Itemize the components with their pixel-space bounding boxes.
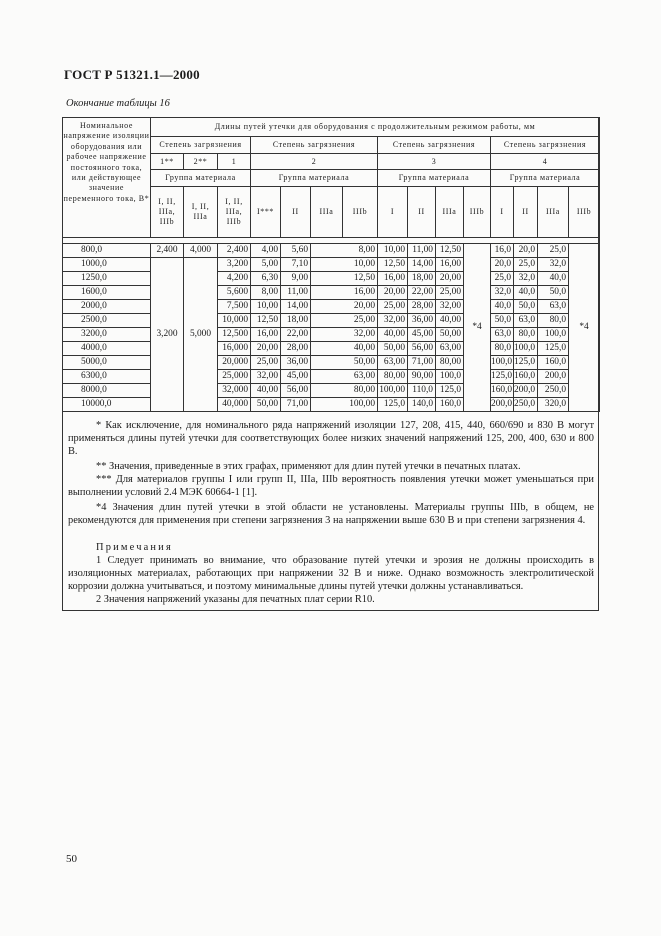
value-cell: 125,0: [436, 384, 464, 398]
value-cell: 63,0: [538, 300, 569, 314]
value-cell: 32,00: [311, 328, 378, 342]
value-cell: 250,0: [538, 384, 569, 398]
material-group-value: II: [408, 187, 436, 238]
value-cell: 32,00: [251, 370, 281, 384]
value-cell: 16,00: [436, 258, 464, 272]
value-cell: 56,00: [281, 384, 311, 398]
value-cell: 80,0: [491, 342, 514, 356]
value-cell: 100,00: [378, 384, 408, 398]
not-established-cell: *4: [464, 244, 491, 412]
value-cell: 10,000: [218, 314, 251, 328]
voltage-cell: 800,0: [63, 244, 151, 258]
value-cell: 50,0: [491, 314, 514, 328]
table-frame: [62, 117, 599, 611]
pollution-degree-value: 2: [251, 154, 378, 170]
value-cell: 18,00: [281, 314, 311, 328]
value-cell: 8,00: [251, 286, 281, 300]
value-cell: 40,00: [251, 384, 281, 398]
value-cell: 80,00: [436, 356, 464, 370]
value-cell: 10,00: [251, 300, 281, 314]
not-established-cell: *4: [569, 244, 600, 412]
value-cell: 7,10: [281, 258, 311, 272]
material-group-value: I, II, IIIa, IIIb: [151, 187, 184, 238]
value-cell: 56,00: [408, 342, 436, 356]
remark-1: 1 Следует принимать во внимание, что образование путей утечки и эрозия не должны происходить в изоляционных материалах, работающих при напряжении 32 В и ниже. Однако возможность электролитической коррозии должна учитываться, и поэтому минимальные длины путей утечки должны устанавливаться.: [68, 555, 594, 592]
value-cell: 20,00: [436, 272, 464, 286]
value-cell: 20,00: [311, 300, 378, 314]
value-cell: 14,00: [281, 300, 311, 314]
value-cell: 25,00: [311, 314, 378, 328]
voltage-cell: 3200,0: [63, 328, 151, 342]
value-cell: 36,00: [408, 314, 436, 328]
value-cell: 25,00: [436, 286, 464, 300]
value-cell: 16,000: [218, 342, 251, 356]
voltage-cell: 10000,0: [63, 398, 151, 412]
value-cell: 20,00: [251, 342, 281, 356]
value-cell: 200,0: [538, 370, 569, 384]
value-cell: 125,0: [538, 342, 569, 356]
value-cell: 5,60: [281, 244, 311, 258]
value-cell: 80,0: [538, 314, 569, 328]
value-cell: 12,50: [436, 244, 464, 258]
material-group-value: I***: [251, 187, 281, 238]
value-cell: 40,00: [311, 342, 378, 356]
value-cell: 160,0: [538, 356, 569, 370]
value-cell: 25,000: [218, 370, 251, 384]
value-cell: 16,00: [311, 286, 378, 300]
material-group-value: I, II, IIIa: [184, 187, 218, 238]
value-cell: 25,0: [538, 244, 569, 258]
material-group-value: I: [378, 187, 408, 238]
footnote-3: *** Для материалов группы I или групп II, IIIa, IIIb вероятность появления утечки может уменьшаться при выполнении условий 2.4 МЭК 60664-1 [1].: [68, 474, 594, 498]
value-cell: 40,000: [218, 398, 251, 412]
table-continuation-label: Окончание таблицы 16: [66, 98, 170, 109]
value-cell: 2,400: [218, 244, 251, 258]
value-cell: 100,00: [311, 398, 378, 412]
value-cell: 80,0: [514, 328, 538, 342]
value-cell: 125,0: [378, 398, 408, 412]
value-cell: 14,00: [408, 258, 436, 272]
voltage-cell: 1600,0: [63, 286, 151, 300]
value-cell: 250,0: [514, 398, 538, 412]
value-cell: 22,00: [408, 286, 436, 300]
voltage-column-header: Номинальное напряжение изоляции оборудования или рабочее напряжение постоянного тока, или действующее значение переменного тока, В*: [63, 118, 151, 238]
value-cell: 320,0: [538, 398, 569, 412]
value-cell: 110,0: [408, 384, 436, 398]
value-cell: 140,0: [408, 398, 436, 412]
pollution-degree-value: 2**: [184, 154, 218, 170]
value-cell: 11,00: [408, 244, 436, 258]
value-cell: 80,00: [378, 370, 408, 384]
value-cell: 4,000: [184, 244, 218, 258]
footnote-1: * Как исключение, для номинального ряда напряжений изоляции 127, 208, 415, 440, 660/690 и 830 В могут применяться длины путей утечки для соответствующих более низких значений напряжений 125, 200, 400, 630 и 800 В.: [68, 420, 594, 457]
value-cell: 40,0: [514, 286, 538, 300]
value-cell: 6,30: [251, 272, 281, 286]
value-cell: 40,0: [491, 300, 514, 314]
value-cell: 10,00: [311, 258, 378, 272]
value-cell: 63,0: [514, 314, 538, 328]
voltage-cell: 6300,0: [63, 370, 151, 384]
pollution-degree-header-2: Степень загрязнения: [251, 137, 378, 154]
voltage-cell: 8000,0: [63, 384, 151, 398]
merged-value-cell: 3,200: [151, 258, 184, 412]
value-cell: 10,00: [378, 244, 408, 258]
value-cell: 4,200: [218, 272, 251, 286]
value-cell: 200,0: [491, 398, 514, 412]
value-cell: 100,0: [491, 356, 514, 370]
pollution-degree-value: 4: [491, 154, 600, 170]
value-cell: 16,0: [491, 244, 514, 258]
remarks-title: Примечания: [96, 542, 173, 553]
value-cell: 100,0: [514, 342, 538, 356]
voltage-cell: 1250,0: [63, 272, 151, 286]
value-cell: 25,0: [514, 258, 538, 272]
value-cell: 5,600: [218, 286, 251, 300]
material-group-value: I: [491, 187, 514, 238]
value-cell: 12,50: [311, 272, 378, 286]
material-group-value: IIIa: [436, 187, 464, 238]
value-cell: 40,0: [538, 272, 569, 286]
pollution-degree-header-1: Степень загрязнения: [151, 137, 251, 154]
creepage-lengths-header: Длины путей утечки для оборудования с продолжительным режимом работы, мм: [151, 118, 600, 137]
value-cell: 50,0: [538, 286, 569, 300]
voltage-cell: 1000,0: [63, 258, 151, 272]
pollution-degree-value: 1**: [151, 154, 184, 170]
value-cell: 18,00: [408, 272, 436, 286]
value-cell: 45,00: [408, 328, 436, 342]
value-cell: 50,0: [514, 300, 538, 314]
value-cell: 25,00: [378, 300, 408, 314]
value-cell: 160,0: [436, 398, 464, 412]
material-group-value: II: [281, 187, 311, 238]
value-cell: 12,500: [218, 328, 251, 342]
value-cell: 90,00: [408, 370, 436, 384]
footnote-2: ** Значения, приведенные в этих графах, применяют для длин путей утечки в печатных платах.: [96, 461, 521, 472]
value-cell: 3,200: [218, 258, 251, 272]
footnote-4: *4 Значения длин путей утечки в этой области не установлены. Материалы группы IIIb, в общем, не рекомендуются для применения при степени загрязнения 3 на напряжении выше 630 В и при степени загрязнения 4.: [68, 502, 594, 526]
voltage-cell: 2000,0: [63, 300, 151, 314]
material-group-header-4: Группа материала: [491, 170, 600, 187]
value-cell: 63,00: [436, 342, 464, 356]
value-cell: 71,00: [281, 398, 311, 412]
value-cell: 40,00: [378, 328, 408, 342]
value-cell: 80,00: [311, 384, 378, 398]
value-cell: 12,50: [251, 314, 281, 328]
value-cell: 20,0: [514, 244, 538, 258]
remark-2: 2 Значения напряжений указаны для печатных плат серии R10.: [96, 594, 375, 605]
value-cell: 50,00: [251, 398, 281, 412]
value-cell: 200,0: [514, 384, 538, 398]
value-cell: 8,00: [311, 244, 378, 258]
value-cell: 32,0: [538, 258, 569, 272]
material-group-value: IIIa: [538, 187, 569, 238]
material-group-value: I, II, IIIa, IIIb: [218, 187, 251, 238]
material-group-value: II: [514, 187, 538, 238]
value-cell: 160,0: [514, 370, 538, 384]
material-group-header-2: Группа материала: [251, 170, 378, 187]
value-cell: 125,0: [514, 356, 538, 370]
material-group-value: IIIb: [464, 187, 491, 238]
value-cell: 28,00: [281, 342, 311, 356]
value-cell: 9,00: [281, 272, 311, 286]
value-cell: 32,00: [436, 300, 464, 314]
value-cell: 32,000: [218, 384, 251, 398]
value-cell: 16,00: [378, 272, 408, 286]
voltage-cell: 2500,0: [63, 314, 151, 328]
document-standard-id: ГОСТ Р 51321.1—2000: [64, 67, 200, 82]
value-cell: 36,00: [281, 356, 311, 370]
value-cell: 50,00: [378, 342, 408, 356]
value-cell: 45,00: [281, 370, 311, 384]
value-cell: 160,0: [491, 384, 514, 398]
value-cell: 100,0: [436, 370, 464, 384]
value-cell: 63,00: [311, 370, 378, 384]
material-group-header-1: Группа материала: [151, 170, 251, 187]
value-cell: 32,00: [378, 314, 408, 328]
value-cell: 125,0: [491, 370, 514, 384]
value-cell: 20,000: [218, 356, 251, 370]
value-cell: 20,0: [491, 258, 514, 272]
value-cell: 25,00: [251, 356, 281, 370]
value-cell: 12,50: [378, 258, 408, 272]
merged-value-cell: 5,000: [184, 258, 218, 412]
value-cell: 32,0: [514, 272, 538, 286]
value-cell: 5,00: [251, 258, 281, 272]
voltage-cell: 5000,0: [63, 356, 151, 370]
pollution-degree-value: 1: [218, 154, 251, 170]
pollution-degree-header-3: Степень загрязнения: [378, 137, 491, 154]
value-cell: 63,00: [378, 356, 408, 370]
value-cell: 20,00: [378, 286, 408, 300]
pollution-degree-header-4: Степень загрязнения: [491, 137, 600, 154]
value-cell: 63,0: [491, 328, 514, 342]
material-group-value: IIIa: [311, 187, 343, 238]
value-cell: 50,00: [311, 356, 378, 370]
material-group-header-3: Группа материала: [378, 170, 491, 187]
material-group-value: IIIb: [343, 187, 378, 238]
value-cell: 50,00: [436, 328, 464, 342]
value-cell: 11,00: [281, 286, 311, 300]
value-cell: 25,0: [491, 272, 514, 286]
value-cell: 40,00: [436, 314, 464, 328]
value-cell: 16,00: [251, 328, 281, 342]
value-cell: 2,400: [151, 244, 184, 258]
value-cell: 28,00: [408, 300, 436, 314]
value-cell: 32,0: [491, 286, 514, 300]
material-group-value: IIIb: [569, 187, 600, 238]
value-cell: 71,00: [408, 356, 436, 370]
pollution-degree-value: 3: [378, 154, 491, 170]
page-number: 50: [66, 853, 77, 865]
value-cell: 7,500: [218, 300, 251, 314]
value-cell: 100,0: [538, 328, 569, 342]
value-cell: 4,00: [251, 244, 281, 258]
voltage-cell: 4000,0: [63, 342, 151, 356]
value-cell: 22,00: [281, 328, 311, 342]
